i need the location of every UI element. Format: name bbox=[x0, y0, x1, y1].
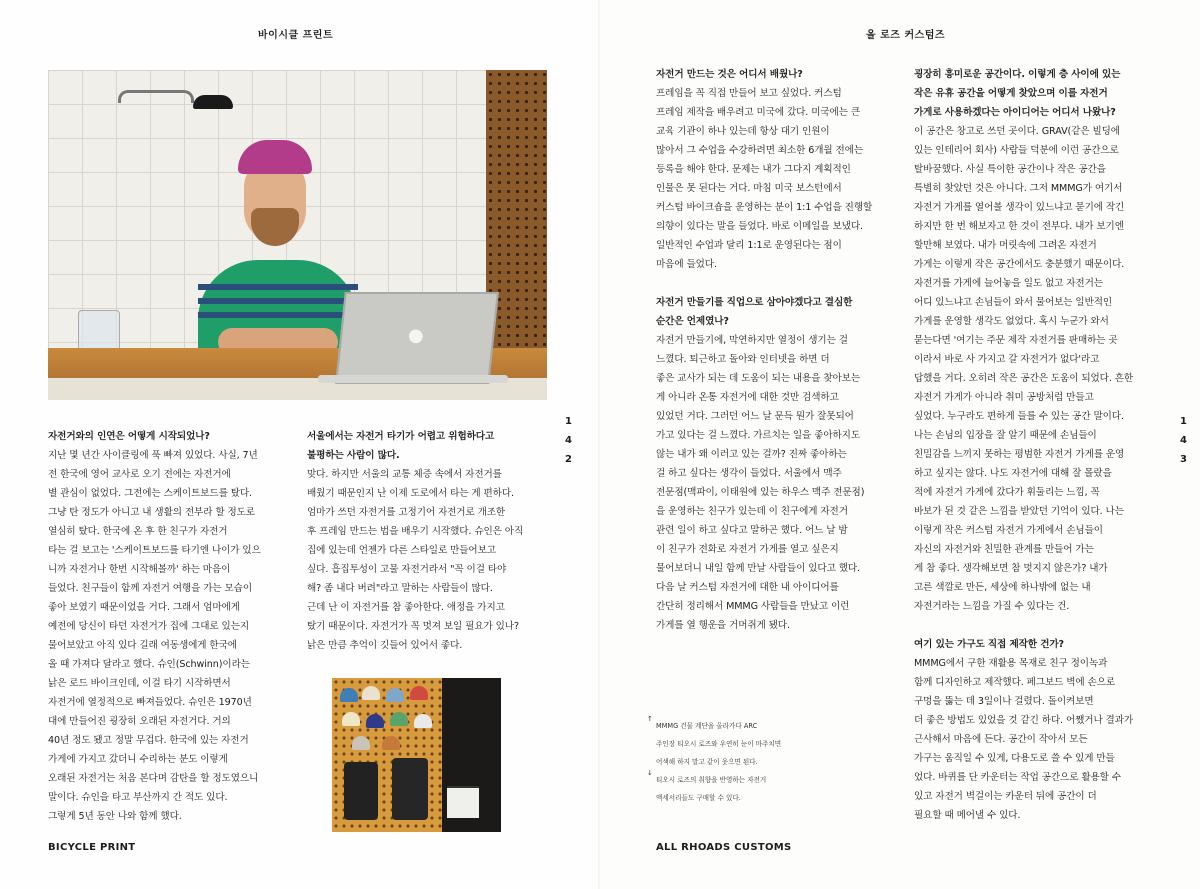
text-line: MMMG에서 구한 재활용 목재로 친구 정이녹과 bbox=[914, 658, 1108, 669]
text-line: 자신의 자전거와 친밀한 관계를 만들어 가는 bbox=[914, 544, 1094, 555]
text-line: 그냥 탄 정도가 아니고 내 생활의 전부라 할 정도로 bbox=[48, 507, 255, 518]
backpack bbox=[392, 758, 428, 820]
workshop-portrait-photo bbox=[48, 70, 547, 400]
text-line: 좋아 보였기 때문이었을 거다. 그래서 엄마에게 bbox=[48, 602, 240, 613]
text-line: 하고 싶지는 않다. 나도 자전거에 대해 잘 몰랐을 bbox=[914, 468, 1112, 479]
text-line: 자전거 만들기에, 막연하지만 열정이 생기는 걸 bbox=[656, 335, 848, 346]
text-line: 40년 정도 됐고 정말 무겁다. 한국에 있는 자전거 bbox=[48, 735, 249, 746]
text-line: 할만해 보였다. 내가 머릿속에 그려온 자전거 bbox=[914, 240, 1097, 251]
text-line: 많아서 그 수업을 수강하려면 최소한 6개월 전에는 bbox=[656, 145, 864, 156]
text-line: 맞다. 하지만 서울의 교통 체증 속에서 자전거를 bbox=[307, 469, 502, 480]
text-line: 이 공간은 창고로 쓰던 곳이다. GRAV(같은 빌딩에 bbox=[914, 126, 1120, 137]
text-line: 게 참 좋다. 생각해보면 참 멋지지 않은가? 내가 bbox=[914, 563, 1108, 574]
saddle-on-wall bbox=[193, 95, 233, 109]
text-line: 좋은 교사가 되는 데 도움이 되는 내용을 찾아보는 bbox=[656, 373, 860, 384]
text-line: 걸 하고 싶다는 생각이 들었다. 서울에서 맥주 bbox=[656, 468, 842, 479]
question-line: 굉장히 흥미로운 공간이다. 이렇게 층 사이에 있는 bbox=[914, 69, 1121, 80]
caption-text bbox=[656, 775, 856, 805]
text-line: 배웠기 때문인지 난 이제 도로에서 타는 게 편하다. bbox=[307, 488, 514, 499]
text-line: 게 아니라 온통 자전거에 대한 것만 검색하고 bbox=[656, 392, 839, 403]
text-line: 고른 색깔로 만든, 세상에 하나밖에 없는 내 bbox=[914, 582, 1091, 593]
text-line: 낡은 로드 바이크인데, 이걸 타기 시작하면서 bbox=[48, 678, 231, 689]
text-line: 들었다. 친구들이 함께 자전거 여행을 가는 모습이 bbox=[48, 583, 252, 594]
text-line: 싶었다. 누구라도 편하게 들를 수 있는 공간 말이다. bbox=[914, 411, 1124, 422]
text-line: 주인장 티오시 로즈와 우연히 눈이 마주치면 bbox=[656, 739, 782, 748]
question-heading bbox=[656, 293, 896, 331]
text-line: 엄마가 쓰던 자전거를 고정기어 자전거로 개조한 bbox=[307, 507, 506, 518]
text-line: 구멍을 뚫는 데 3일이나 걸렸다. 돌이켜보면 bbox=[914, 696, 1094, 707]
text-line: 있는 인테리어 회사) 사람들 덕분에 이런 공간으로 bbox=[914, 145, 1119, 156]
handlebar-on-wall bbox=[118, 90, 194, 103]
text-line: 을 운영하는 친구가 있는데 이 친구에게 자전거 bbox=[656, 506, 848, 517]
text-line: 지난 몇 년간 사이클링에 푹 빠져 있었다. 사실, 7년 bbox=[48, 450, 258, 461]
text-line: 답했을 거다. 오히려 작은 공간은 도움이 되었다. 흔한 bbox=[914, 373, 1134, 384]
text-line: 나는 손님의 입장을 잘 알기 때문에 손님들이 bbox=[914, 430, 1097, 441]
text-line: 낡은 만큼 추억이 깃들어 있어서 좋다. bbox=[307, 640, 463, 651]
text-line: 특별히 찾았던 것은 아니다. 그저 MMMG가 여기서 bbox=[914, 183, 1123, 194]
text-line: 관련 일이 하고 싶다고 말하곤 했다. 어느 날 밤 bbox=[656, 525, 848, 536]
question-line: 순간은 언제였나? bbox=[656, 316, 729, 327]
text-line: 이렇게 작은 커스텀 자전거 가게에서 손님들이 bbox=[914, 525, 1103, 536]
text-line: 일반적인 수업과 달리 1:1로 운영된다는 점이 bbox=[656, 240, 842, 251]
text-line: 자전거라는 느낌을 가질 수 있다는 건. bbox=[914, 601, 1070, 612]
text-line: 액세서리들도 구매할 수 있다. bbox=[656, 793, 741, 802]
text-line: 묻는다면 '여기는 주문 제작 자전거를 판매하는 곳 bbox=[914, 335, 1118, 346]
text-line: 이라서 바로 사 가지고 갈 자전거가 없다'라고 bbox=[914, 354, 1100, 365]
laptop-base bbox=[318, 375, 508, 383]
text-line: 느꼈다. 퇴근하고 돌아와 인터넷을 하면 더 bbox=[656, 354, 830, 365]
text-line: 후 프레임 만드는 법을 배우기 시작했다. 슈인은 아직 bbox=[307, 526, 524, 537]
page-digit: 2 bbox=[565, 454, 572, 465]
answer-body bbox=[914, 122, 1164, 616]
page-digit: 4 bbox=[1180, 435, 1187, 446]
page-digit: 4 bbox=[565, 435, 572, 446]
text-line: 싶다. 흡집투성이 고물 자전거라서 "꼭 이걸 타야 bbox=[307, 564, 507, 575]
text-line: 어디 있느냐고 손님들이 와서 물어보는 일반적인 bbox=[914, 297, 1113, 308]
left-column-2 bbox=[307, 427, 557, 655]
footer-left: BICYCLE PRINT bbox=[48, 842, 136, 853]
text-line: 탈바꿈했다. 사실 특이한 공간이나 작은 공간을 bbox=[914, 164, 1106, 175]
page-digit: 1 bbox=[1180, 416, 1187, 427]
question-line: 가게로 사용하겠다는 아이디어는 어디서 나왔나? bbox=[914, 107, 1116, 118]
shirt-stripe bbox=[198, 312, 358, 318]
answer-body bbox=[656, 331, 896, 635]
question-heading: 자전거 만드는 것은 어디서 배웠나? bbox=[656, 69, 803, 80]
accessories-photo bbox=[332, 678, 501, 832]
text-line: 어색해 하지 말고 같이 웃으면 된다. bbox=[656, 757, 758, 766]
text-line: 필요할 때 메어낼 수 있다. bbox=[914, 810, 1021, 821]
text-line: 프레임 제작을 배우려고 미국에 갔다. 미국에는 큰 bbox=[656, 107, 860, 118]
text-line: 티오시 로즈의 취향을 반영하는 자전거 bbox=[656, 775, 767, 784]
text-line: 집에 있는데 언젠가 다른 스타일로 만들어보고 bbox=[307, 545, 496, 556]
footer-right: ALL RHOADS CUSTOMS bbox=[656, 842, 792, 853]
text-line: 친밀감을 느끼지 못하는 평범한 자전거 가게를 운영 bbox=[914, 449, 1125, 460]
text-line: 자전거 가게가 아니라 취미 공방처럼 만들고 bbox=[914, 392, 1094, 403]
question-heading bbox=[914, 65, 1164, 122]
question-heading: 여기 있는 가구도 직접 제작한 건가? bbox=[914, 639, 1065, 650]
text-line: 의향이 있다는 말을 들었다. 바로 이메일을 보냈다. bbox=[656, 221, 863, 232]
text-line: 전문점(맥파이, 이태원에 있는 하우스 맥주 전문점) bbox=[656, 487, 865, 498]
text-line: 그렇게 5년 동안 나와 함께 했다. bbox=[48, 811, 182, 822]
text-line: 예전에 당신이 타던 자전거가 집에 그대로 있는지 bbox=[48, 621, 250, 632]
shirt-stripe bbox=[198, 284, 358, 290]
text-line: 물어보더니 내일 함께 만날 사람들이 있다고 했다. bbox=[656, 563, 860, 574]
answer-body bbox=[307, 465, 557, 655]
photo-caption-lower bbox=[647, 768, 856, 811]
text-line: 이 친구가 전화로 자전거 가게를 열고 싶은지 bbox=[656, 544, 839, 555]
text-line: 등록을 해야 한다. 문제는 내가 그다지 계획적인 bbox=[656, 164, 851, 175]
text-line: 근사해서 마음에 든다. 공간이 작아서 모든 bbox=[914, 734, 1088, 745]
text-line: 다음 날 커스텀 자전거에 대한 내 아이디어를 bbox=[656, 582, 839, 593]
text-line: 있고 자전거 벽걸이는 카운터 뒤에 공간이 더 bbox=[914, 791, 1097, 802]
text-line: 해? 좀 내다 버려"라고 말하는 사람들이 많다. bbox=[307, 583, 493, 594]
text-line: 었다. 바퀴를 단 카운터는 작업 공간으로 활용할 수 bbox=[914, 772, 1121, 783]
text-line: 커스텀 바이크숍을 운영하는 분이 1:1 수업을 진행할 bbox=[656, 202, 873, 213]
text-line: 대에 만들어진 굉장히 오래된 자전거다. 거의 bbox=[48, 716, 231, 727]
question-line: 작은 유휴 공간을 어떻게 찾았으며 이를 자전거 bbox=[914, 88, 1108, 99]
text-line: 가게를 열 행운을 거머쥐게 됐다. bbox=[656, 620, 790, 631]
shirt-stripe bbox=[198, 298, 358, 304]
answer-body bbox=[656, 84, 896, 274]
left-column-1 bbox=[48, 427, 298, 826]
text-line: 별 관심이 없었다. 그전에는 스케이트보드를 탔다. bbox=[48, 488, 252, 499]
text-line: 않는 내가 왜 이러고 있는 걸까? 진짜 좋아하는 bbox=[656, 449, 847, 460]
text-line: 근데 난 이 자전거를 참 좋아한다. 애정을 가지고 bbox=[307, 602, 505, 613]
text-line: 하지만 한 번 해보자고 한 것이 전부다. 내가 보기엔 bbox=[914, 221, 1124, 232]
text-line: 마음에 들었다. bbox=[656, 259, 717, 270]
arrow-up-icon: ↑ bbox=[647, 715, 653, 723]
text-line: 탔기 때문이다. 자전거가 꼭 멋져 보일 필요가 있나? bbox=[307, 621, 519, 632]
question-line: 자전거 만들기를 직업으로 삼아야겠다고 결심한 bbox=[656, 297, 853, 308]
text-line: 있었던 거다. 그러던 어느 날 문득 뭔가 잘못되어 bbox=[656, 411, 854, 422]
running-head-left: 바이시클 프린트 bbox=[258, 30, 334, 41]
text-line: 가고 있다는 걸 느꼈다. 가르치는 일을 좋아하지도 bbox=[656, 430, 860, 441]
text-line: 바보가 된 것 같은 느낌을 받았던 기억이 있다. 나는 bbox=[914, 506, 1124, 517]
right-page bbox=[600, 0, 1200, 889]
text-line: 자전거를 가게에 늘어놓을 일도 없고 자전거는 bbox=[914, 278, 1103, 289]
answer-body bbox=[914, 654, 1164, 825]
text-line: 가게를 운영할 생각도 없었다. 혹시 누군가 와서 bbox=[914, 316, 1109, 327]
text-line: 가게는 이렇게 작은 공간에서도 충분했기 때문이다. bbox=[914, 259, 1125, 270]
text-line: 간단히 정리해서 MMMG 사람들을 만났고 이런 bbox=[656, 601, 850, 612]
question-line: 불평하는 사람이 많다. bbox=[307, 450, 400, 461]
text-line: 전 한국에 영어 교사로 오기 전에는 자전거에 bbox=[48, 469, 231, 480]
text-line: 타는 걸 보고는 '스케이트보드를 타기엔 나이가 있으 bbox=[48, 545, 261, 556]
text-line: 더 좋은 방법도 있었을 것 같긴 하다. 어쨌거나 결과가 bbox=[914, 715, 1134, 726]
answer-body bbox=[48, 446, 298, 826]
caption-text bbox=[656, 721, 856, 769]
text-line: 말이다. 슈인을 타고 부산까지 간 적도 있다. bbox=[48, 792, 228, 803]
apple-logo-icon: ● bbox=[408, 325, 424, 346]
right-column-2 bbox=[914, 65, 1164, 825]
text-line: 오래된 자전거는 처음 본다며 감탄을 할 정도였으니 bbox=[48, 773, 259, 784]
page-number-right bbox=[1175, 412, 1187, 469]
running-head-right: 올 로즈 커스텀즈 bbox=[866, 30, 946, 41]
tote-bag bbox=[447, 786, 479, 818]
text-line: MMMG 건물 계단을 올라가다 ARC bbox=[656, 721, 758, 730]
text-line: 자전거 가게를 열어볼 생각이 있느냐고 묻기에 작긴 bbox=[914, 202, 1125, 213]
question-heading: 자전거와의 인연은 어떻게 시작되었나? bbox=[48, 431, 210, 442]
text-line: 물어보았고 아직 있다 길래 여동생에게 한국에 bbox=[48, 640, 237, 651]
page-digit: 3 bbox=[1180, 454, 1187, 465]
text-line: 적에 자전거 가게에 갔다가 휘둘리는 느낌, 꼭 bbox=[914, 487, 1100, 498]
right-column-1 bbox=[656, 65, 896, 635]
page-number-left bbox=[560, 412, 572, 469]
text-line: 교육 기관이 하나 있는데 항상 대기 인원이 bbox=[656, 126, 830, 137]
backpack bbox=[344, 762, 378, 820]
text-line: 프레임을 꼭 직접 만들어 보고 싶었다. 커스텀 bbox=[656, 88, 842, 99]
text-line: 자전거에 열정적으로 빠져들었다. 슈인은 1970년 bbox=[48, 697, 252, 708]
text-line: 열심히 탔다. 한국에 온 후 한 친구가 자전거 bbox=[48, 526, 228, 537]
photo-caption-upper bbox=[647, 714, 856, 775]
text-line: 함께 디자인하고 제작했다. 페그보드 벽에 손으로 bbox=[914, 677, 1116, 688]
text-line: 올 때 가져다 달라고 했다. 슈인(Schwinn)이라는 bbox=[48, 659, 250, 670]
arrow-down-icon: ↓ bbox=[647, 769, 653, 777]
question-line: 서울에서는 자전거 타기가 어렵고 위험하다고 bbox=[307, 431, 495, 442]
text-line: 니까 자전거나 한번 시작해볼까' 하는 마음이 bbox=[48, 564, 231, 575]
text-line: 가구는 움직일 수 있게, 다용도로 쓸 수 있게 만들 bbox=[914, 753, 1115, 764]
text-line: 인물은 못 된다는 거다. 마침 미국 보스턴에서 bbox=[656, 183, 842, 194]
question-heading bbox=[307, 427, 557, 465]
text-line: 가게에 가지고 갔더니 수리하는 분도 이렇게 bbox=[48, 754, 228, 765]
page-digit: 1 bbox=[565, 416, 572, 427]
